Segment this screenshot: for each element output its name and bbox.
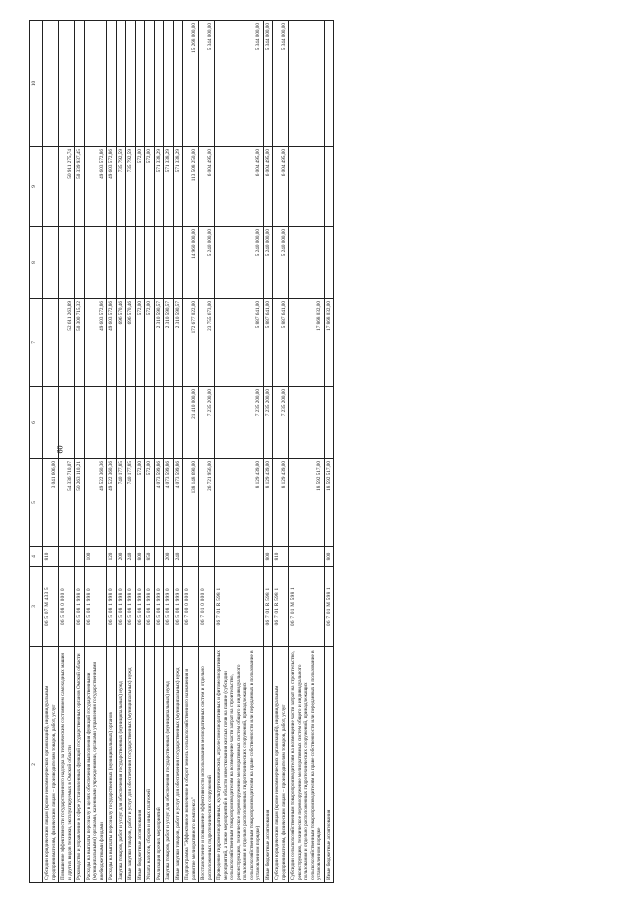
cell-c5: 8 129 439,00 xyxy=(273,459,289,547)
table-row xyxy=(273,21,289,883)
table-row xyxy=(164,21,174,883)
cell-c10: 5 344 000,00 xyxy=(273,21,289,147)
cell-code: 06 5 08 1 999 0 xyxy=(164,567,174,647)
cell-c9: 6 004 495,00 xyxy=(215,147,264,227)
cell-c4: 850 xyxy=(145,547,155,567)
cell-name: Закупка товаров, работ и услуг для обеспечения государственных (муниципальных) нужд xyxy=(164,647,174,883)
cell-c7: 696 570,46 xyxy=(126,299,136,387)
cell-c5: 54 336 710,07 xyxy=(59,459,75,547)
cell-c4 xyxy=(154,547,164,567)
cell-c7: 172 677 022,00 xyxy=(183,299,199,387)
cell-c9: 735 792,59 xyxy=(126,147,136,227)
cell-name: Субсидии юридическим лицам (кроме некоммерческих организаций), индивидуальным предпринимателям, физическим лицам – производителям товаров, работ, услуг xyxy=(43,647,59,883)
cell-c7: 5 887 641,00 xyxy=(215,299,264,387)
cell-name: Расходы на выплаты персоналу государственных (муниципальных) органов xyxy=(107,647,117,883)
cell-c6 xyxy=(164,387,174,459)
cell-code: 06 5 08 1 998 0 xyxy=(145,567,155,647)
cell-code: 06 5 08 1 998 0 xyxy=(116,567,126,647)
cell-c5: 50 263 110,21 xyxy=(75,459,85,547)
cell-c5: 572,00 xyxy=(145,459,155,547)
cell-c9: 49 603 572,86 xyxy=(107,147,117,227)
table-row xyxy=(263,21,273,883)
cell-c8 xyxy=(116,227,126,299)
cell-name: Проведение гидромелиоративных, культуртехнических, агролесомелиоративных и фитомелиоративных мероприятий, а также мероприятий в области известкования кислых почв на пашне (субсидии сельскохозяйственным товаропроизводителям на возмещение части затрат на строительство, реконструкцию, техническое перевооружение мелиоративных систем общего и индивидуального пользования и отдельно расположенных гидротехнических сооружений, принадлежащих сельскохозяйственным товаропроизводителям на праве собственности или переданных в пользование в установленном порядке) xyxy=(215,647,264,883)
cell-c4 xyxy=(59,547,75,567)
cell-c4: 200 xyxy=(116,547,126,567)
cell-c6: 7 235 200,00 xyxy=(263,387,273,459)
cell-c6: 7 235 200,00 xyxy=(273,387,289,459)
cell-name: Субсидии сельскохозяйственным товаропроизводителям на возмещение части затрат на строительство, реконструкцию, техническое перевооружение мелиоративных систем общего и индивидуального пользования и отдельно расположенных гидротехнических сооружений, принадлежащих сельскохозяйственным товаропроизводителям на праве собственности или переданных в пользование в установленном порядке xyxy=(289,647,325,883)
cell-c7: 696 570,46 xyxy=(116,299,126,387)
cell-c4: 810 xyxy=(273,547,289,567)
cell-c8 xyxy=(164,227,174,299)
cell-c5: 138 148 690,00 xyxy=(183,459,199,547)
cell-c7: 2 310 590,57 xyxy=(173,299,183,387)
cell-code: 06 5 07 М 433 5 xyxy=(43,567,59,647)
cell-c5: 3 041 606,00 xyxy=(43,459,59,547)
cell-c5: 572,00 xyxy=(135,459,145,547)
cell-c7: 23 755 673,00 xyxy=(199,299,215,387)
column-header: 2 xyxy=(30,647,43,883)
table-row xyxy=(215,21,264,883)
cell-c8: 14 960 000,00 xyxy=(183,227,199,299)
column-header: 3 xyxy=(30,567,43,647)
cell-c8 xyxy=(84,227,107,299)
cell-code: 06 7 01 R 598 1 xyxy=(215,567,264,647)
cell-c9 xyxy=(289,147,325,227)
cell-c8 xyxy=(324,227,334,299)
cell-c6: 7 235 200,00 xyxy=(215,387,264,459)
cell-c8 xyxy=(107,227,117,299)
column-header: 10 xyxy=(30,21,43,147)
cell-c8 xyxy=(43,227,59,299)
cell-name: Руководство и управление в сфере установленных функций государственных органов Омской области xyxy=(75,647,85,883)
column-header: 6 xyxy=(30,387,43,459)
cell-c10 xyxy=(154,21,164,147)
cell-c6 xyxy=(75,387,85,459)
column-header: 7 xyxy=(30,299,43,387)
column-header: 8 xyxy=(30,227,43,299)
cell-c7: 2 310 590,57 xyxy=(154,299,164,387)
cell-code: 06 5 08 0 000 0 xyxy=(59,567,75,647)
cell-c10 xyxy=(59,21,75,147)
cell-c10 xyxy=(145,21,155,147)
cell-c9: 6 004 495,00 xyxy=(263,147,273,227)
cell-c8: 5 240 000,00 xyxy=(199,227,215,299)
cell-c6 xyxy=(126,387,136,459)
cell-c7: 2 310 590,57 xyxy=(164,299,174,387)
cell-code: 06 7 01 R 598 1 xyxy=(263,567,273,647)
table-row xyxy=(183,21,199,883)
cell-c8: 5 240 000,00 xyxy=(263,227,273,299)
cell-c6 xyxy=(59,387,75,459)
cell-name: Иные бюджетные ассигнования xyxy=(263,647,273,883)
column-header: 5 xyxy=(30,459,43,547)
cell-c10 xyxy=(43,21,59,147)
cell-name: Восстановление и повышение эффективности использования мелиоративных систем и отдельно расположенных гидротехнических сооружений xyxy=(199,647,215,883)
cell-name: Закупка товаров, работ и услуг для обеспечения государственных (муниципальных) нужд xyxy=(116,647,126,883)
table-row xyxy=(145,21,155,883)
cell-code: 06 5 08 1 998 0 xyxy=(75,567,85,647)
table-body xyxy=(43,21,334,883)
cell-c6 xyxy=(107,387,117,459)
cell-name: Реализация прочих мероприятий xyxy=(154,647,164,883)
cell-c4 xyxy=(289,547,325,567)
cell-c5: 49 522 360,36 xyxy=(107,459,117,547)
cell-c8 xyxy=(154,227,164,299)
cell-c9: 572,00 xyxy=(145,147,155,227)
cell-c10 xyxy=(84,21,107,147)
cell-c8 xyxy=(59,227,75,299)
cell-c7: 49 603 572,86 xyxy=(107,299,117,387)
cell-c10: 5 344 000,00 xyxy=(215,21,264,147)
cell-c10: 15 268 000,00 xyxy=(183,21,199,147)
cell-name: Расходы на выплаты персоналу в целях обеспечения выполнения функций государственными (муниципальными) органами, казенными учреждениями, органами управления государственными внебюджетными фондами xyxy=(84,647,107,883)
cell-c9: 735 792,59 xyxy=(116,147,126,227)
cell-name: Иные бюджетные ассигнования xyxy=(135,647,145,883)
cell-c4: 240 xyxy=(126,547,136,567)
cell-c5: 8 129 439,00 xyxy=(263,459,273,547)
cell-c5: 4 073 599,86 xyxy=(164,459,174,547)
cell-c7: 50 300 715,32 xyxy=(75,299,85,387)
cell-code: 06 5 08 1 999 0 xyxy=(173,567,183,647)
cell-c9: 50 339 937,45 xyxy=(75,147,85,227)
page-number: 60 xyxy=(55,445,65,454)
table-row xyxy=(75,21,85,883)
cell-c6 xyxy=(135,387,145,459)
cell-c10 xyxy=(324,21,334,147)
cell-c6 xyxy=(116,387,126,459)
cell-c4 xyxy=(199,547,215,567)
cell-c9: 6 004 495,00 xyxy=(199,147,215,227)
cell-c5: 18 592 517,00 xyxy=(324,459,334,547)
cell-c5: 740 177,85 xyxy=(116,459,126,547)
budget-table xyxy=(29,20,334,883)
cell-c6 xyxy=(173,387,183,459)
cell-c8 xyxy=(126,227,136,299)
cell-c7: 17 868 032,00 xyxy=(289,299,325,387)
table-row xyxy=(59,21,75,883)
table-row xyxy=(84,21,107,883)
column-header: 9 xyxy=(30,147,43,227)
table-row xyxy=(154,21,164,883)
cell-c10 xyxy=(289,21,325,147)
column-header: 4 xyxy=(30,547,43,567)
cell-code: 06 7 01 М 598 1 xyxy=(289,567,325,647)
table-row xyxy=(126,21,136,883)
table-row xyxy=(43,21,59,883)
cell-c9: 49 603 572,86 xyxy=(84,147,107,227)
cell-c8 xyxy=(173,227,183,299)
cell-c4: 800 xyxy=(324,547,334,567)
cell-c6 xyxy=(324,387,334,459)
table-row xyxy=(324,21,334,883)
table-row xyxy=(116,21,126,883)
cell-code: 06 5 08 1 998 0 xyxy=(84,567,107,647)
cell-c8 xyxy=(145,227,155,299)
cell-c9: 113 508 250,00 xyxy=(183,147,199,227)
cell-c8 xyxy=(75,227,85,299)
cell-code: 06 5 08 1 999 0 xyxy=(154,567,164,647)
cell-c4: 200 xyxy=(164,547,174,567)
cell-c4: 100 xyxy=(84,547,107,567)
cell-c7: 572,00 xyxy=(145,299,155,387)
cell-c5: 740 177,85 xyxy=(126,459,136,547)
cell-c8: 5 240 000,00 xyxy=(273,227,289,299)
cell-c6: 21 410 000,00 xyxy=(183,387,199,459)
cell-code: 06 7 01 М 598 1 xyxy=(324,567,334,647)
cell-c9: 572,00 xyxy=(135,147,145,227)
table-row xyxy=(289,21,325,883)
table-row xyxy=(199,21,215,883)
table-row xyxy=(107,21,117,883)
cell-c5: 49 522 360,36 xyxy=(84,459,107,547)
cell-c7: 52 611 263,89 xyxy=(59,299,75,387)
cell-c5: 18 592 517,00 xyxy=(289,459,325,547)
cell-code: 06 7 01 0 000 0 xyxy=(199,567,215,647)
cell-name: Уплата налогов, сборов и иных платежей xyxy=(145,647,155,883)
cell-name: Подпрограмма "Эффективное вовлечение в оборот земель сельскохозяйственного назначения и развитие мелиоративного комплекса" xyxy=(183,647,199,883)
cell-c9: 50 911 275,74 xyxy=(59,147,75,227)
cell-c8: 5 240 000,00 xyxy=(215,227,264,299)
cell-c7: 5 887 641,00 xyxy=(263,299,273,387)
cell-c10 xyxy=(164,21,174,147)
cell-code: 06 5 08 1 998 0 xyxy=(107,567,117,647)
cell-c4: 800 xyxy=(135,547,145,567)
budget-table-rotated xyxy=(29,21,611,883)
cell-c9: 571 338,29 xyxy=(154,147,164,227)
cell-c6: 7 235 200,00 xyxy=(199,387,215,459)
cell-c4: 240 xyxy=(173,547,183,567)
cell-c4 xyxy=(215,547,264,567)
cell-c7: 17 868 032,00 xyxy=(324,299,334,387)
table-row xyxy=(135,21,145,883)
cell-c4: 800 xyxy=(263,547,273,567)
cell-c6 xyxy=(145,387,155,459)
cell-c9: 6 004 495,00 xyxy=(273,147,289,227)
cell-c10 xyxy=(135,21,145,147)
cell-c7: 572,00 xyxy=(135,299,145,387)
cell-c6 xyxy=(84,387,107,459)
cell-code: 06 7 01 R 598 1 xyxy=(273,567,289,647)
cell-name: Субсидии юридическим лицам (кроме некоммерческих организаций), индивидуальным предпринимателям, физическим лицам – производителям товаров, работ, услуг xyxy=(273,647,289,883)
cell-code: 06 5 08 1 998 0 xyxy=(135,567,145,647)
cell-c8 xyxy=(289,227,325,299)
cell-c10: 5 344 000,00 xyxy=(199,21,215,147)
cell-code: 06 7 00 0 000 0 xyxy=(183,567,199,647)
cell-c6 xyxy=(289,387,325,459)
cell-name: Иные закупки товаров, работ и услуг для обеспечения государственных (муниципальных) нужд xyxy=(173,647,183,883)
cell-c4 xyxy=(183,547,199,567)
cell-name: Иные бюджетные ассигнования xyxy=(324,647,334,883)
cell-c10 xyxy=(116,21,126,147)
cell-name: Иные закупки товаров, работ и услуг для обеспечения государственных (муниципальных) нужд xyxy=(126,647,136,883)
cell-c5: 4 073 599,86 xyxy=(173,459,183,547)
cell-c4 xyxy=(75,547,85,567)
cell-c10 xyxy=(75,21,85,147)
header-row xyxy=(30,21,43,883)
cell-name: Повышение эффективности государственного надзора за техническим состоянием самоходных машин и других видов техники, эксплуатируемых в Омской области xyxy=(59,647,75,883)
cell-code: 06 5 08 1 998 0 xyxy=(126,567,136,647)
cell-c5: 8 129 439,00 xyxy=(215,459,264,547)
cell-c10 xyxy=(173,21,183,147)
cell-c5: 26 721 956,00 xyxy=(199,459,215,547)
cell-c6 xyxy=(43,387,59,459)
cell-c9: 571 338,29 xyxy=(173,147,183,227)
cell-c10 xyxy=(107,21,117,147)
cell-c8 xyxy=(135,227,145,299)
table-row xyxy=(173,21,183,883)
cell-c7 xyxy=(43,299,59,387)
cell-c7: 5 887 641,00 xyxy=(273,299,289,387)
cell-c6 xyxy=(154,387,164,459)
cell-c9 xyxy=(324,147,334,227)
cell-c7: 49 603 572,86 xyxy=(84,299,107,387)
cell-c5: 4 073 599,86 xyxy=(154,459,164,547)
cell-c4: 810 xyxy=(43,547,59,567)
cell-c9: 571 338,29 xyxy=(164,147,174,227)
cell-c10 xyxy=(126,21,136,147)
cell-c10: 5 344 000,00 xyxy=(263,21,273,147)
cell-c4: 120 xyxy=(107,547,117,567)
cell-c9 xyxy=(43,147,59,227)
